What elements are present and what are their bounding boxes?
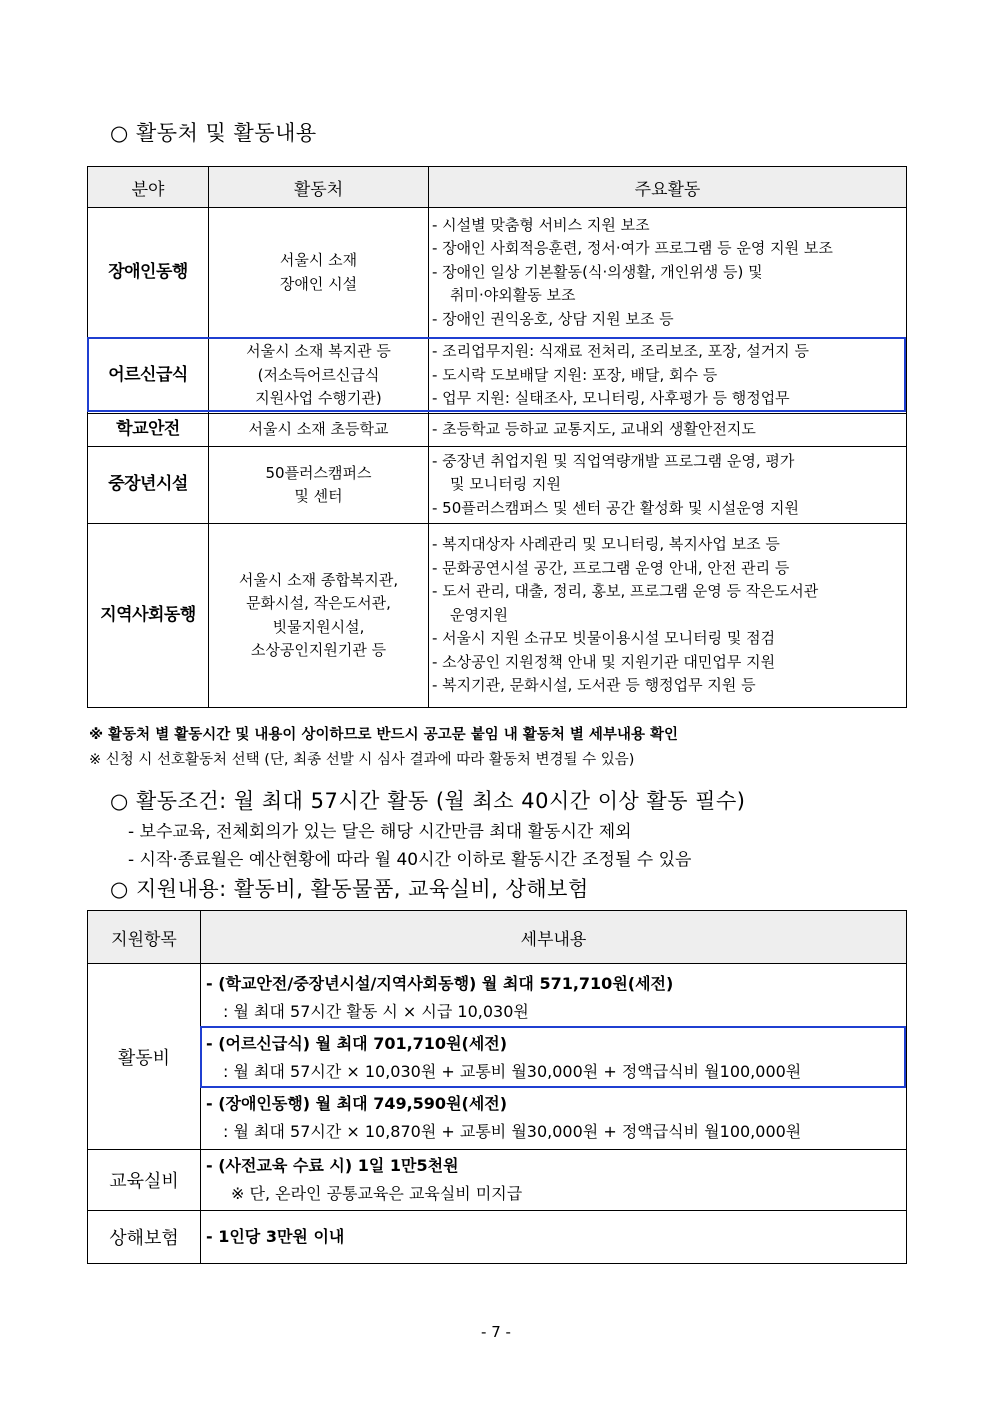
activity-item: - 조리업무지원: 식재료 전처리, 조리보조, 포장, 설거지 등 — [432, 342, 809, 361]
place-line: 장애인 시설 — [279, 274, 358, 293]
header-place: 활동처 — [209, 167, 429, 208]
row-label-insurance: 상해보험 — [88, 1211, 201, 1264]
row-activities — [429, 447, 907, 524]
row-place — [209, 338, 429, 414]
activity-item: - 시설별 맞춤형 서비스 지원 보조 — [432, 215, 650, 234]
table-row — [88, 208, 907, 338]
fee-title: - (어르신급식) 월 최대 701,710원(세전) — [206, 1033, 508, 1053]
fee-title: - (장애인동행) 월 최대 749,590원(세전) — [206, 1093, 508, 1113]
page-number: - 7 - — [481, 1323, 511, 1341]
condition-item: - 보수교육, 전체회의가 있는 달은 해당 시간만큼 최대 활동시간 제외 — [128, 822, 632, 842]
row-category: 중장년시설 — [88, 447, 209, 524]
table-row — [88, 1211, 907, 1264]
row-label-education: 교육실비 — [88, 1150, 201, 1211]
table-row — [88, 447, 907, 524]
education-title: - (사전교육 수료 시) 1일 1만5천원 — [206, 1156, 459, 1175]
activity-item: - 소상공인 지원정책 안내 및 지원기관 대민업무 지원 — [432, 652, 776, 671]
row-place — [209, 524, 429, 708]
activity-item: - 장애인 일상 기본활동(식·의생활, 개인위생 등) 및 — [432, 262, 763, 281]
activity-item: - 서울시 지원 소규모 빗물이용시설 모니터링 및 점검 — [432, 629, 776, 648]
fee-detail: : 월 최대 57시간 활동 시 × 시급 10,030원 — [223, 1001, 529, 1021]
row-place — [209, 208, 429, 338]
support-table — [87, 910, 907, 1264]
row-category: 지역사회동행 — [88, 524, 209, 708]
place-line: 서울시 소재 종합복지관, — [238, 570, 399, 589]
place-line: (저소득어르신급식 — [257, 365, 380, 384]
activity-places-table — [87, 166, 907, 708]
row-activities — [429, 524, 907, 708]
note: ※ 신청 시 선호활동처 선택 (단, 최종 선발 시 심사 결과에 따라 활동처 변경될 수 있음) — [89, 752, 635, 768]
table-row — [88, 1150, 907, 1211]
place-line: 지원사업 수행기관) — [255, 389, 382, 408]
activity-item: - 복지대상자 사례관리 및 모니터링, 복지사업 보조 등 — [432, 535, 780, 554]
row-details — [201, 1211, 907, 1264]
activity-item: - 장애인 권익옹호, 상담 지원 보조 등 — [432, 309, 674, 328]
row-activities — [429, 414, 907, 447]
note-bold: ※ 활동처 별 활동시간 및 내용이 상이하므로 반드시 공고문 붙임 내 활동처 별 세부내용 확인 — [89, 727, 679, 743]
education-detail: ※ 단, 온라인 공통교육은 교육실비 미지급 — [231, 1184, 523, 1203]
fee-detail: : 월 최대 57시간 × 10,870원 + 교통비 월30,000원 + 정액급식비 월100,000원 — [223, 1121, 802, 1141]
activity-item-continued: 운영지원 — [450, 605, 508, 624]
table-row — [88, 414, 907, 447]
activity-item-continued: 취미·야외활동 보조 — [450, 286, 576, 305]
row-details — [201, 964, 907, 1150]
fee-detail: : 월 최대 57시간 × 10,030원 + 교통비 월30,000원 + 정액급식비 월100,000원 — [223, 1061, 802, 1081]
place-line: 빗물지원시설, — [272, 617, 365, 636]
row-place — [209, 447, 429, 524]
section-title-support: ○ 지원내용: 활동비, 활동물품, 교육실비, 상해보험 — [110, 877, 589, 901]
activity-item: - 50플러스캠퍼스 및 센터 공간 활성화 및 시설운영 지원 — [432, 498, 799, 517]
table-header-row — [88, 911, 907, 964]
activity-item-continued: 및 모니터링 지원 — [450, 475, 561, 494]
place-line: 서울시 소재 — [279, 251, 358, 269]
place-line: 및 센터 — [294, 487, 343, 505]
place-line: 소상공인지원기관 등 — [250, 641, 387, 659]
header-category: 분야 — [88, 167, 209, 208]
activity-item: - 중장년 취업지원 및 직업역량개발 프로그램 운영, 평가 — [432, 451, 795, 470]
row-place — [209, 414, 429, 447]
section-title-conditions: ○ 활동조건: 월 최대 57시간 활동 (월 최소 40시간 이상 활동 필수) — [110, 789, 746, 813]
activity-item: - 장애인 사회적응훈련, 정서·여가 프로그램 등 운영 지원 보조 — [432, 239, 833, 258]
place-line: 서울시 소재 복지관 등 — [246, 342, 391, 361]
header-support-item: 지원항목 — [88, 911, 201, 964]
header-details: 세부내용 — [201, 911, 907, 964]
table-row — [88, 338, 907, 414]
header-activities: 주요활동 — [429, 167, 907, 208]
row-label-activity-fee: 활동비 — [88, 964, 201, 1150]
row-activities — [429, 338, 907, 414]
insurance-title: - 1인당 3만원 이내 — [206, 1227, 345, 1246]
table-row — [88, 964, 907, 1150]
row-category: 어르신급식 — [88, 338, 209, 414]
row-category: 장애인동행 — [88, 208, 209, 338]
table-row — [88, 524, 907, 708]
activity-item: - 도시락 도보배달 지원: 포장, 배달, 회수 등 — [432, 365, 718, 384]
activity-item: - 초등학교 등하교 교통지도, 교내외 생활안전지도 — [432, 420, 756, 439]
row-details — [201, 1150, 907, 1211]
activity-item: - 문화공연시설 공간, 프로그램 운영 안내, 안전 관리 등 — [432, 558, 790, 577]
activity-item: - 업무 지원: 실태조사, 모니터링, 사후평가 등 행정업무 — [432, 389, 790, 408]
section-title-activity-places: ○ 활동처 및 활동내용 — [110, 121, 317, 145]
activity-item: - 도서 관리, 대출, 정리, 홍보, 프로그램 운영 등 작은도서관 — [432, 582, 819, 601]
fee-title: - (학교안전/중장년시설/지역사회동행) 월 최대 571,710원(세전) — [206, 973, 674, 993]
place-line: 50플러스캠퍼스 — [265, 463, 372, 482]
place-line: 서울시 소재 초등학교 — [248, 420, 389, 439]
table-header-row — [88, 167, 907, 208]
place-line: 문화시설, 작은도서관, — [246, 594, 391, 612]
row-category: 학교안전 — [88, 414, 209, 447]
row-activities — [429, 208, 907, 338]
condition-item: - 시작·종료월은 예산현황에 따라 월 40시간 이하로 활동시간 조정될 수 있음 — [128, 850, 692, 870]
activity-item: - 복지기관, 문화시설, 도서관 등 행정업무 지원 등 — [432, 676, 756, 695]
